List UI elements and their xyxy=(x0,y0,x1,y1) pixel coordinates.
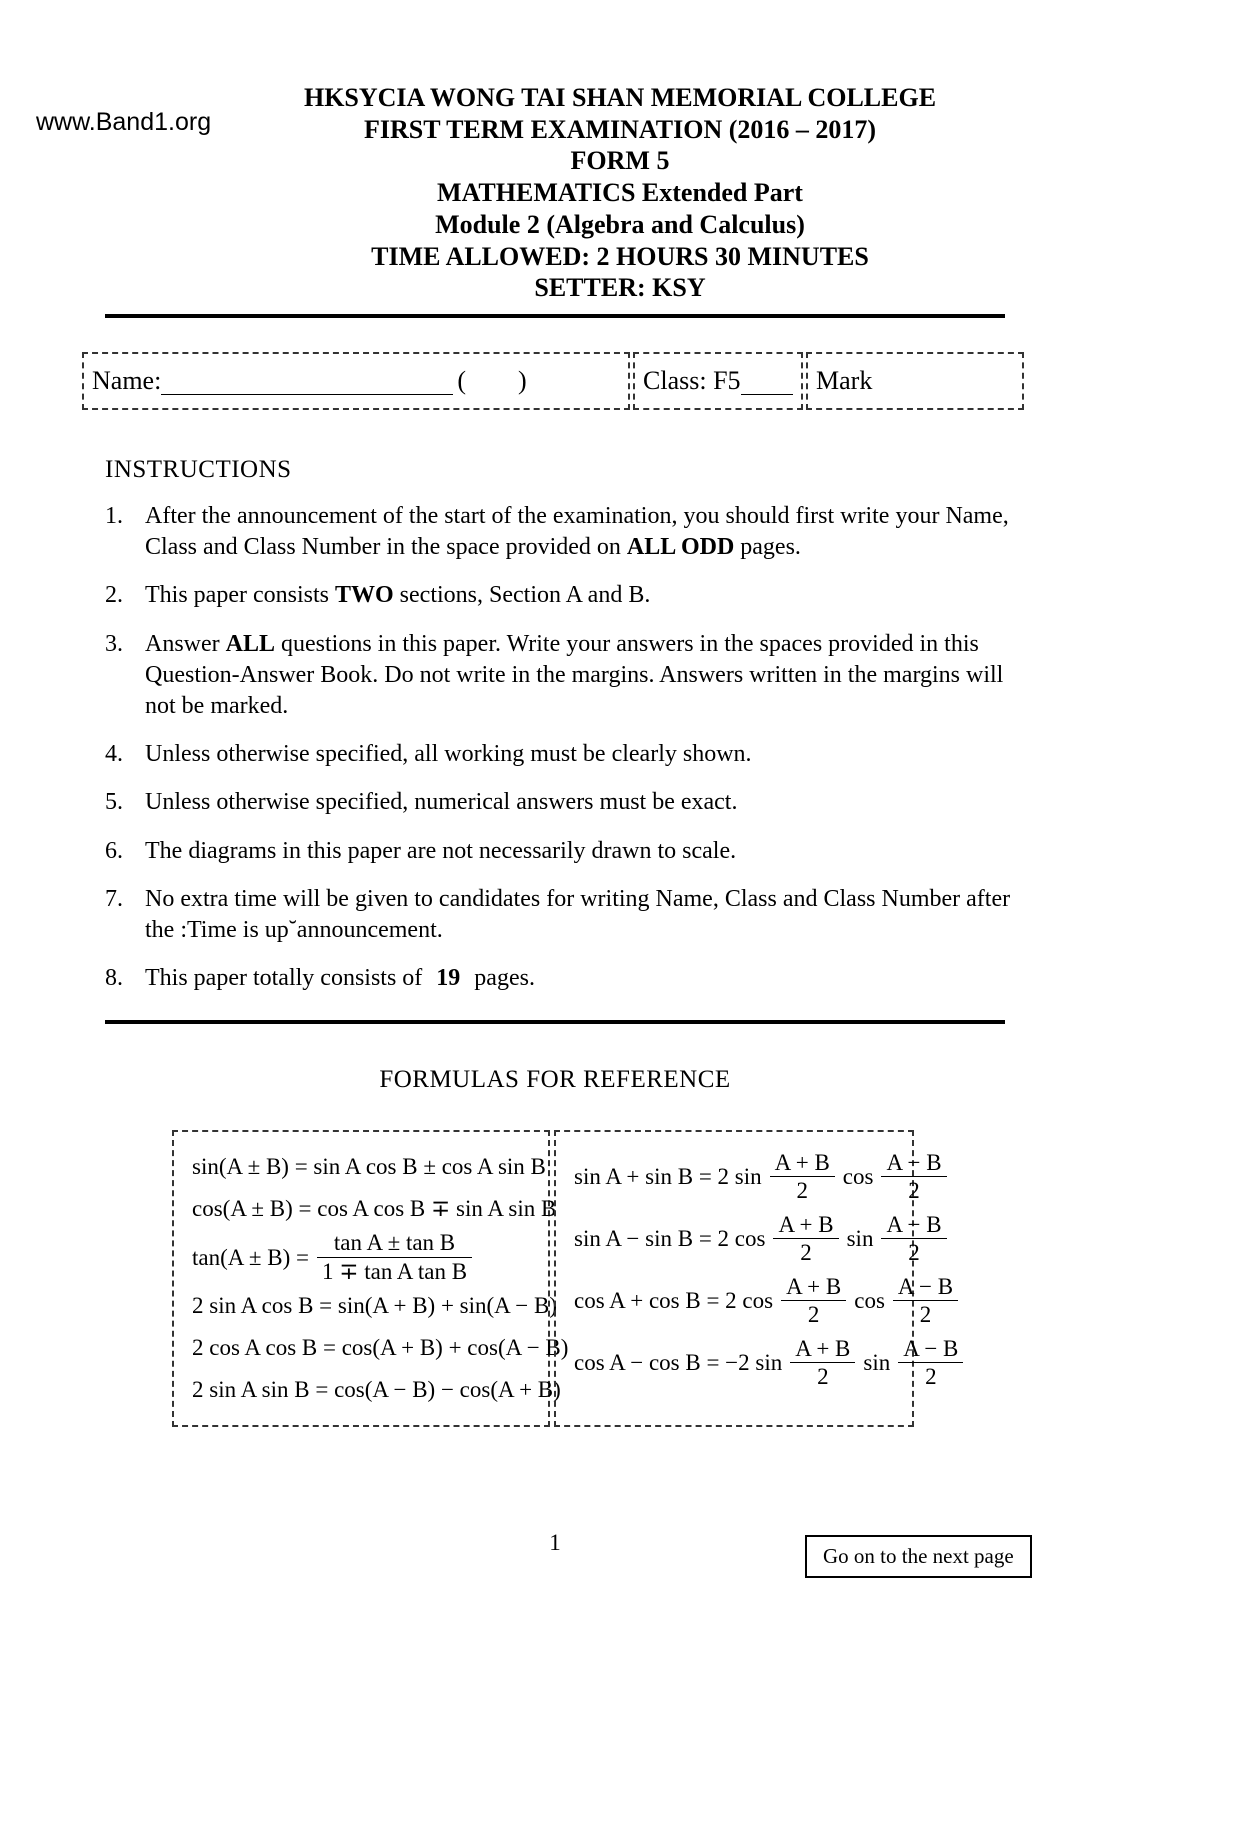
fraction xyxy=(790,1336,859,1391)
fraction xyxy=(773,1212,842,1267)
instruction-text-pre: The diagrams in this paper are not necessarily drawn to scale. xyxy=(145,837,737,864)
instruction-text-post: questions in this paper. Write your answers in the spaces provided in this Question-Answer Book. Do not write in the margins. Answers written in the margins will not be marked. xyxy=(145,630,1004,719)
formula-lhs: sin A + sin B = 2 sin xyxy=(574,1164,762,1190)
instruction-text-pre: Unless otherwise specified, numerical answers must be exact. xyxy=(145,789,738,816)
instruction-text xyxy=(145,787,1037,818)
class-blank-line xyxy=(741,368,793,395)
formula-tan-sum xyxy=(192,1230,530,1285)
instruction-text xyxy=(145,629,1037,723)
instructions-heading: INSTRUCTIONS xyxy=(105,456,292,484)
instruction-text-pre: Unless otherwise specified, all working must be clearly shown. xyxy=(145,741,752,768)
instruction-item-1 xyxy=(105,501,1037,563)
fraction-denominator: 2 xyxy=(898,1362,963,1391)
class-number-paren-open: ( xyxy=(457,366,466,396)
time-allowed: TIME ALLOWED: 2 HOURS 30 MINUTES xyxy=(371,241,869,271)
fraction-numerator: A + B xyxy=(778,1211,834,1237)
instruction-text-bold: ALL ODD xyxy=(626,534,735,561)
section-divider xyxy=(105,1020,1005,1024)
fraction-numerator: A + B xyxy=(786,1273,842,1299)
fraction-numerator: A − B xyxy=(903,1335,959,1361)
fraction xyxy=(781,1274,850,1329)
formula-mid: sin xyxy=(846,1226,874,1252)
formula-lhs: sin A − sin B = 2 cos xyxy=(574,1226,766,1252)
fraction xyxy=(881,1150,950,1205)
fraction-numerator: A + B xyxy=(795,1335,851,1361)
fraction-denominator: 2 xyxy=(773,1238,838,1267)
instruction-number: 7. xyxy=(105,885,123,912)
name-label: Name: xyxy=(92,366,162,396)
formulas-heading: FORMULAS FOR REFERENCE xyxy=(379,1066,731,1094)
instruction-item-4 xyxy=(105,739,1037,770)
instruction-item-5 xyxy=(105,787,1037,818)
fraction-denominator: 2 xyxy=(790,1362,855,1391)
instruction-text-bold: ALL xyxy=(225,630,276,657)
page-number: 1 xyxy=(549,1530,561,1555)
instruction-text-pre: This paper consists xyxy=(145,582,335,609)
fraction xyxy=(898,1336,967,1391)
instruction-text xyxy=(145,501,1037,563)
form-level: FORM 5 xyxy=(570,146,670,176)
fraction-denominator: 2 xyxy=(881,1176,946,1205)
instruction-text-pre: After the announcement of the start of the examination, you should first write your Name, Class and Class Number in the space provided on xyxy=(145,503,1009,561)
formula-sum-to-product-2 xyxy=(574,1208,942,1270)
instruction-item-7 xyxy=(105,884,1037,946)
instruction-text-pre: This paper totally consists of xyxy=(145,965,423,992)
formula-sum-to-product-1 xyxy=(574,1146,942,1208)
instruction-text xyxy=(145,963,1037,994)
fraction-numerator: A + B xyxy=(774,1149,830,1175)
fraction-numerator: A − B xyxy=(886,1211,942,1237)
formula-lhs: cos A − cos B = −2 sin xyxy=(574,1350,783,1376)
class-cell xyxy=(633,352,803,410)
instruction-number: 2. xyxy=(105,582,123,609)
instruction-text-post: sections, Section A and B. xyxy=(393,582,651,609)
exam-title: FIRST TERM EXAMINATION (2016 – 2017) xyxy=(363,114,877,144)
instruction-item-8 xyxy=(105,963,1037,994)
fraction-denominator: 2 xyxy=(893,1300,958,1329)
formula-sum-to-product-3 xyxy=(574,1270,954,1332)
fraction xyxy=(881,1212,950,1267)
header-divider xyxy=(105,314,1005,318)
formulas-box xyxy=(172,1130,1240,1427)
instruction-text xyxy=(145,884,1037,946)
mark-cell xyxy=(806,352,1024,410)
formula-sum-to-product-4 xyxy=(574,1332,959,1394)
module: Module 2 (Algebra and Calculus) xyxy=(435,209,805,239)
fraction-denominator: 2 xyxy=(770,1176,835,1205)
instruction-number: 3. xyxy=(105,630,123,657)
instruction-number: 5. xyxy=(105,789,123,816)
name-cell xyxy=(82,352,630,410)
formula-lhs: cos A + cos B = 2 cos xyxy=(574,1288,774,1314)
formula-lhs: tan(A ± B) = xyxy=(192,1244,309,1270)
instruction-text-bold: 19 xyxy=(436,965,461,992)
class-number-paren-close: ) xyxy=(517,366,527,396)
fraction xyxy=(893,1274,962,1329)
formula-mid: sin xyxy=(863,1350,891,1376)
fraction-denominator: 2 xyxy=(781,1300,846,1329)
fraction-numerator: tan A ± tan B xyxy=(333,1230,456,1256)
fraction xyxy=(770,1150,839,1205)
mark-label: Mark xyxy=(816,366,873,396)
formula-cos-sum: cos(A ± B) = cos A cos B ∓ sin A sin B xyxy=(192,1196,557,1222)
name-blank-line xyxy=(161,368,453,395)
instruction-text-bold: TWO xyxy=(334,582,394,609)
instruction-number: 4. xyxy=(105,741,123,768)
formula-mid: cos xyxy=(854,1288,885,1314)
instruction-number: 6. xyxy=(105,837,123,864)
formula-product-sinsin: 2 sin A sin B = cos(A − B) − cos(A + B) xyxy=(192,1377,561,1403)
instruction-item-3 xyxy=(105,629,1037,723)
formula-sin-sum: sin(A ± B) = sin A cos B ± cos A sin B xyxy=(192,1154,546,1180)
instruction-text xyxy=(145,836,1037,867)
instruction-number: 1. xyxy=(105,503,123,530)
site-watermark: www.Band1.org xyxy=(36,108,212,136)
fraction xyxy=(317,1230,476,1285)
instruction-text-pre: Answer xyxy=(145,630,226,657)
next-page-notice: Go on to the next page xyxy=(805,1535,1032,1578)
instruction-text xyxy=(145,580,1037,611)
instruction-text xyxy=(145,739,1037,770)
instruction-text-post: pages. xyxy=(474,965,535,992)
instruction-text-pre: No extra time will be given to candidates for writing Name, Class and Class Number after the :Time is up˘announcement. xyxy=(145,885,1011,943)
fraction-numerator: A − B xyxy=(897,1273,954,1299)
instruction-number: 8. xyxy=(105,965,123,992)
instruction-item-6 xyxy=(105,836,1037,867)
formula-product-coscos: 2 cos A cos B = cos(A + B) + cos(A − B) xyxy=(192,1335,569,1361)
formulas-left-column xyxy=(172,1130,569,1427)
formulas-right-column xyxy=(554,1130,959,1427)
candidate-info-box xyxy=(82,352,1240,410)
instruction-item-2 xyxy=(105,580,1037,611)
fraction-denominator: 1 ∓ tan A tan B xyxy=(317,1257,472,1286)
school-name: HKSYCIA WONG TAI SHAN MEMORIAL COLLEGE xyxy=(303,83,937,112)
instruction-text-post: pages. xyxy=(734,534,801,561)
setter: SETTER: KSY xyxy=(534,273,706,303)
fraction-numerator: A − B xyxy=(886,1149,942,1175)
fraction-denominator: 2 xyxy=(881,1238,946,1267)
subject: MATHEMATICS Extended Part xyxy=(437,178,803,208)
formula-mid: cos xyxy=(842,1164,874,1190)
formula-product-sincos: 2 sin A cos B = sin(A + B) + sin(A − B) xyxy=(192,1293,557,1319)
class-label: Class: F5 xyxy=(643,366,741,396)
